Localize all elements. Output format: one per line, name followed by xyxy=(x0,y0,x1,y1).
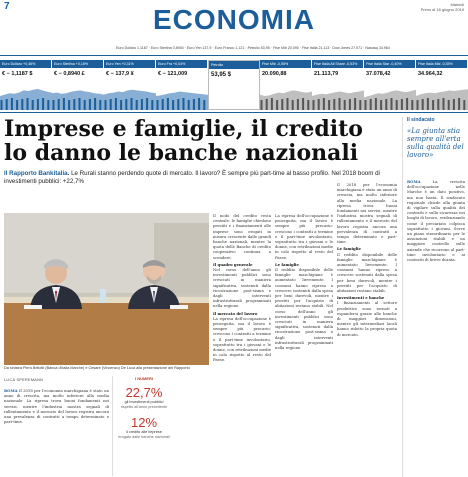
market-value: 21.113,79 xyxy=(314,71,339,77)
market-sparkline xyxy=(52,82,104,110)
column-4-subhead: Le famiglie xyxy=(337,246,361,252)
column-4-text-b: Il reddito disponibile delle famiglie marchigiane è aumentato lievemente. I consumi hanno ripreso a crescere sostenuti dalla spesa per beni durevoli, mentre i prestiti per l'acquisto di abitazioni restano stabili. xyxy=(337,251,397,294)
dateline-date: Primo di 16 giugno 2019 xyxy=(420,7,464,12)
number-investments: 22,7% xyxy=(125,385,163,400)
market-label: Ftse Italia Star -0,40% xyxy=(364,60,415,68)
number-credit-label: il credito alle imprese xyxy=(126,430,162,435)
market-label: Euro Sterlina +0,16% xyxy=(52,60,103,68)
numbers-title: I NUMERI xyxy=(135,376,153,381)
sidebar-union xyxy=(402,117,466,477)
column-2-text-c: La ripresa dell'occupazione è proseguita, ma il lavoro è sempre più precario: crescono i contratti a termine e il part-time involontario, soprattutto tra i giovani e le donne, con retribuzioni medie in calo rispetto al resto del Paese. xyxy=(213,315,271,363)
market-sparkline xyxy=(0,82,52,110)
column-1-dateline: ROMA xyxy=(4,388,18,393)
market-label: Euro Fra +0,04% xyxy=(156,60,207,68)
market-box xyxy=(52,60,104,110)
market-box xyxy=(416,60,468,110)
column-4-text: Il 2018 per l'economia marchigiana è stato un anno di crescita, ma molto inferiore alla media nazionale. La ripresa trova buoni fondamenti nei servizi, mentre l'industria mostra segnali di rallentamento e il mercato del lavoro registra ancora una prevalenza di contratti a tempo determinato e part-time. xyxy=(337,182,397,245)
market-value: 20.090,88 xyxy=(262,71,287,77)
photo-illustration xyxy=(4,213,209,365)
market-value: 53,95 $ xyxy=(211,72,232,78)
article-photo xyxy=(4,213,209,365)
market-sparkline xyxy=(260,82,312,110)
market-sparkline xyxy=(364,82,416,110)
column-2-text: Il nodo del credito resta centrale: le famiglie chiedono prestiti e i finanziamenti alle imprese sono erogati in misura crescente dalle grandi banche nazionali, mentre la quota delle Banche di credito cooperativo continua a scendere. xyxy=(213,213,271,260)
sidebar-title: Il sindacato xyxy=(407,117,435,123)
markets-rule xyxy=(0,112,468,113)
sidebar-body xyxy=(407,179,465,477)
numbers-box xyxy=(112,376,172,476)
article-column-4 xyxy=(337,182,397,477)
sidebar-dateline: ROMA xyxy=(407,179,421,184)
column-3-subhead: Le famiglie xyxy=(275,261,299,267)
number-credit: 12% xyxy=(130,415,158,431)
article-standfirst xyxy=(4,170,394,186)
sidebar-quote: «La giunta stia sempre all'erta sulla qualità del lavoro» xyxy=(407,127,464,159)
sidebar-text: La crescita dell'occupazione nelle Marche è un dato positivo, ma non basta. Il sindacato regionale chiede alla giunta di vigilare sulla qualità dei contratti e sulla sicurezza nei luoghi di lavoro, evidenziando come il precariato colpisca soprattutto i giovani. Serve un piano straordinario per le assunzioni stabili e un maggiore controllo sulle aziende che ricorrono al part-time involontario e ai contratti di breve durata. xyxy=(407,179,465,263)
column-3-text: La ripresa dell'occupazione è proseguita, ma il lavoro è sempre più precario: crescono i contratti a termine e il part-time involontario, soprattutto tra i giovani e le donne, con retribuzioni medie in calo rispetto al resto del Paese. xyxy=(275,213,333,260)
market-label: Euro Yen +0,31% xyxy=(104,60,155,68)
market-label: Petrolio xyxy=(209,61,259,69)
markets-strip xyxy=(0,60,468,110)
number-investments-label: gli investimenti pubblici xyxy=(124,400,164,404)
dateline xyxy=(421,2,464,12)
market-sparkline xyxy=(416,82,468,110)
market-box xyxy=(312,60,364,110)
market-value: 37.078,42 xyxy=(366,71,391,77)
byline-box xyxy=(4,378,56,382)
ticker-line: Euro Dollaro 1,1187 · Euro Sterlina 0,8940 · Euro Yen 137,9 · Euro Franco 1,121 · Petrolio 53,95 · Ftse Mib 20.090 · Ftse Italia 21.113 · Dow Jones 27.071 · Nasdaq 34.964 xyxy=(116,46,390,50)
top-rule xyxy=(0,55,468,56)
market-box xyxy=(260,60,312,110)
section-masthead: ECONOMIA xyxy=(153,4,315,35)
market-sparkline xyxy=(312,82,364,110)
page-number: 7 xyxy=(4,1,10,12)
standfirst-kicker: Il Rapporto Bankitalia. xyxy=(4,170,70,177)
market-box xyxy=(156,60,208,110)
market-box xyxy=(104,60,156,110)
market-box xyxy=(364,60,416,110)
headline-line-1: Imprese e famiglie, il credito xyxy=(4,116,363,142)
market-value: € − 0,8940 £ xyxy=(54,71,85,77)
number-investments-note: rispetto all'anno precedente xyxy=(120,404,168,409)
column-3-text-b: Il reddito disponibile delle famiglie marchigiane è aumentato lievemente. I consumi hanno ripreso a crescere sostenuti dalla spesa per beni durevoli, mentre i prestiti per l'acquisto di abitazioni restano stabili. xyxy=(275,267,333,309)
article-column-3 xyxy=(275,213,333,477)
market-value: € − 1,1187 $ xyxy=(2,71,33,77)
market-value: € − 137,9 ¥ xyxy=(106,71,134,77)
photo-caption: Da sinistra Piero Bellotti (Banca d'Italia Marche) e Cesare (Vincenzo) De Luca alla presentazione del Rapporto xyxy=(4,366,190,370)
market-sparkline xyxy=(156,82,208,110)
market-value: € − 121,009 xyxy=(158,71,188,77)
column-4-text-c: I finanziamenti al settore produttivo sono tornati a espandersi grazie alle banche di maggiori dimensioni, mentre gli intermediari locali hanno ridotto la propria quota di mercato. xyxy=(337,300,397,337)
column-2-subhead: Il quadro generale xyxy=(213,261,253,267)
article-headline xyxy=(4,117,396,165)
column-2-text-b: Nel corso dell'anno gli investimenti pubblici sono cresciuti in maniera significativa, sostenuti dalla ricostruzione post-sisma e dagli interventi infrastrutturali programmati nella regione. xyxy=(213,267,271,309)
market-label: Ftse Italia All Share -0,53% xyxy=(312,60,363,68)
byline: LUCA SPEREMANN xyxy=(4,378,44,382)
market-label: Ftse Mib -0,55% xyxy=(260,60,311,68)
market-box xyxy=(0,60,52,110)
article-column-2 xyxy=(213,213,271,477)
article-column-1 xyxy=(4,388,109,477)
standfirst-text: Le Rurali stanno perdendo quote di mercato. Il lavoro? È sempre più part-time al basso profilo. Nel 2018 boom di investimenti pubblici: +22,7% xyxy=(4,170,380,185)
market-sparkline xyxy=(104,82,156,110)
market-label: Euro Dollaro +0,46% xyxy=(0,60,51,68)
column-2b-subhead: Il mercato del lavoro xyxy=(213,310,258,316)
headline-line-2: lo danno le banche nazionali xyxy=(4,140,359,166)
column-3-text-c: Nel corso dell'anno gli investimenti pubblici sono cresciuti in maniera significativa, sostenuti dalla ricostruzione post-sisma e dagli interventi infrastrutturali programmati nella regione. xyxy=(275,303,333,351)
market-box xyxy=(208,60,260,110)
market-value: 34.964,32 xyxy=(418,71,443,77)
column-4-subhead-2: Investimenti e banche xyxy=(337,295,385,301)
number-credit-note: erogato dalle banche nazionali xyxy=(118,434,170,439)
dateline-day: Martedì xyxy=(450,2,464,7)
market-label: Ftse Italia Mid -0,35% xyxy=(416,60,467,68)
column-1-text: Il 2018 per l'economia marchigiana è stato un anno di crescita, ma molto inferiore alla media nazionale. La ripresa trova buoni fondamenti nei servizi, mentre l'industria mostra segnali di rallentamento e il mercato del lavoro registra ancora una prevalenza di contratti a tempo determinato e part-time. xyxy=(4,388,109,425)
